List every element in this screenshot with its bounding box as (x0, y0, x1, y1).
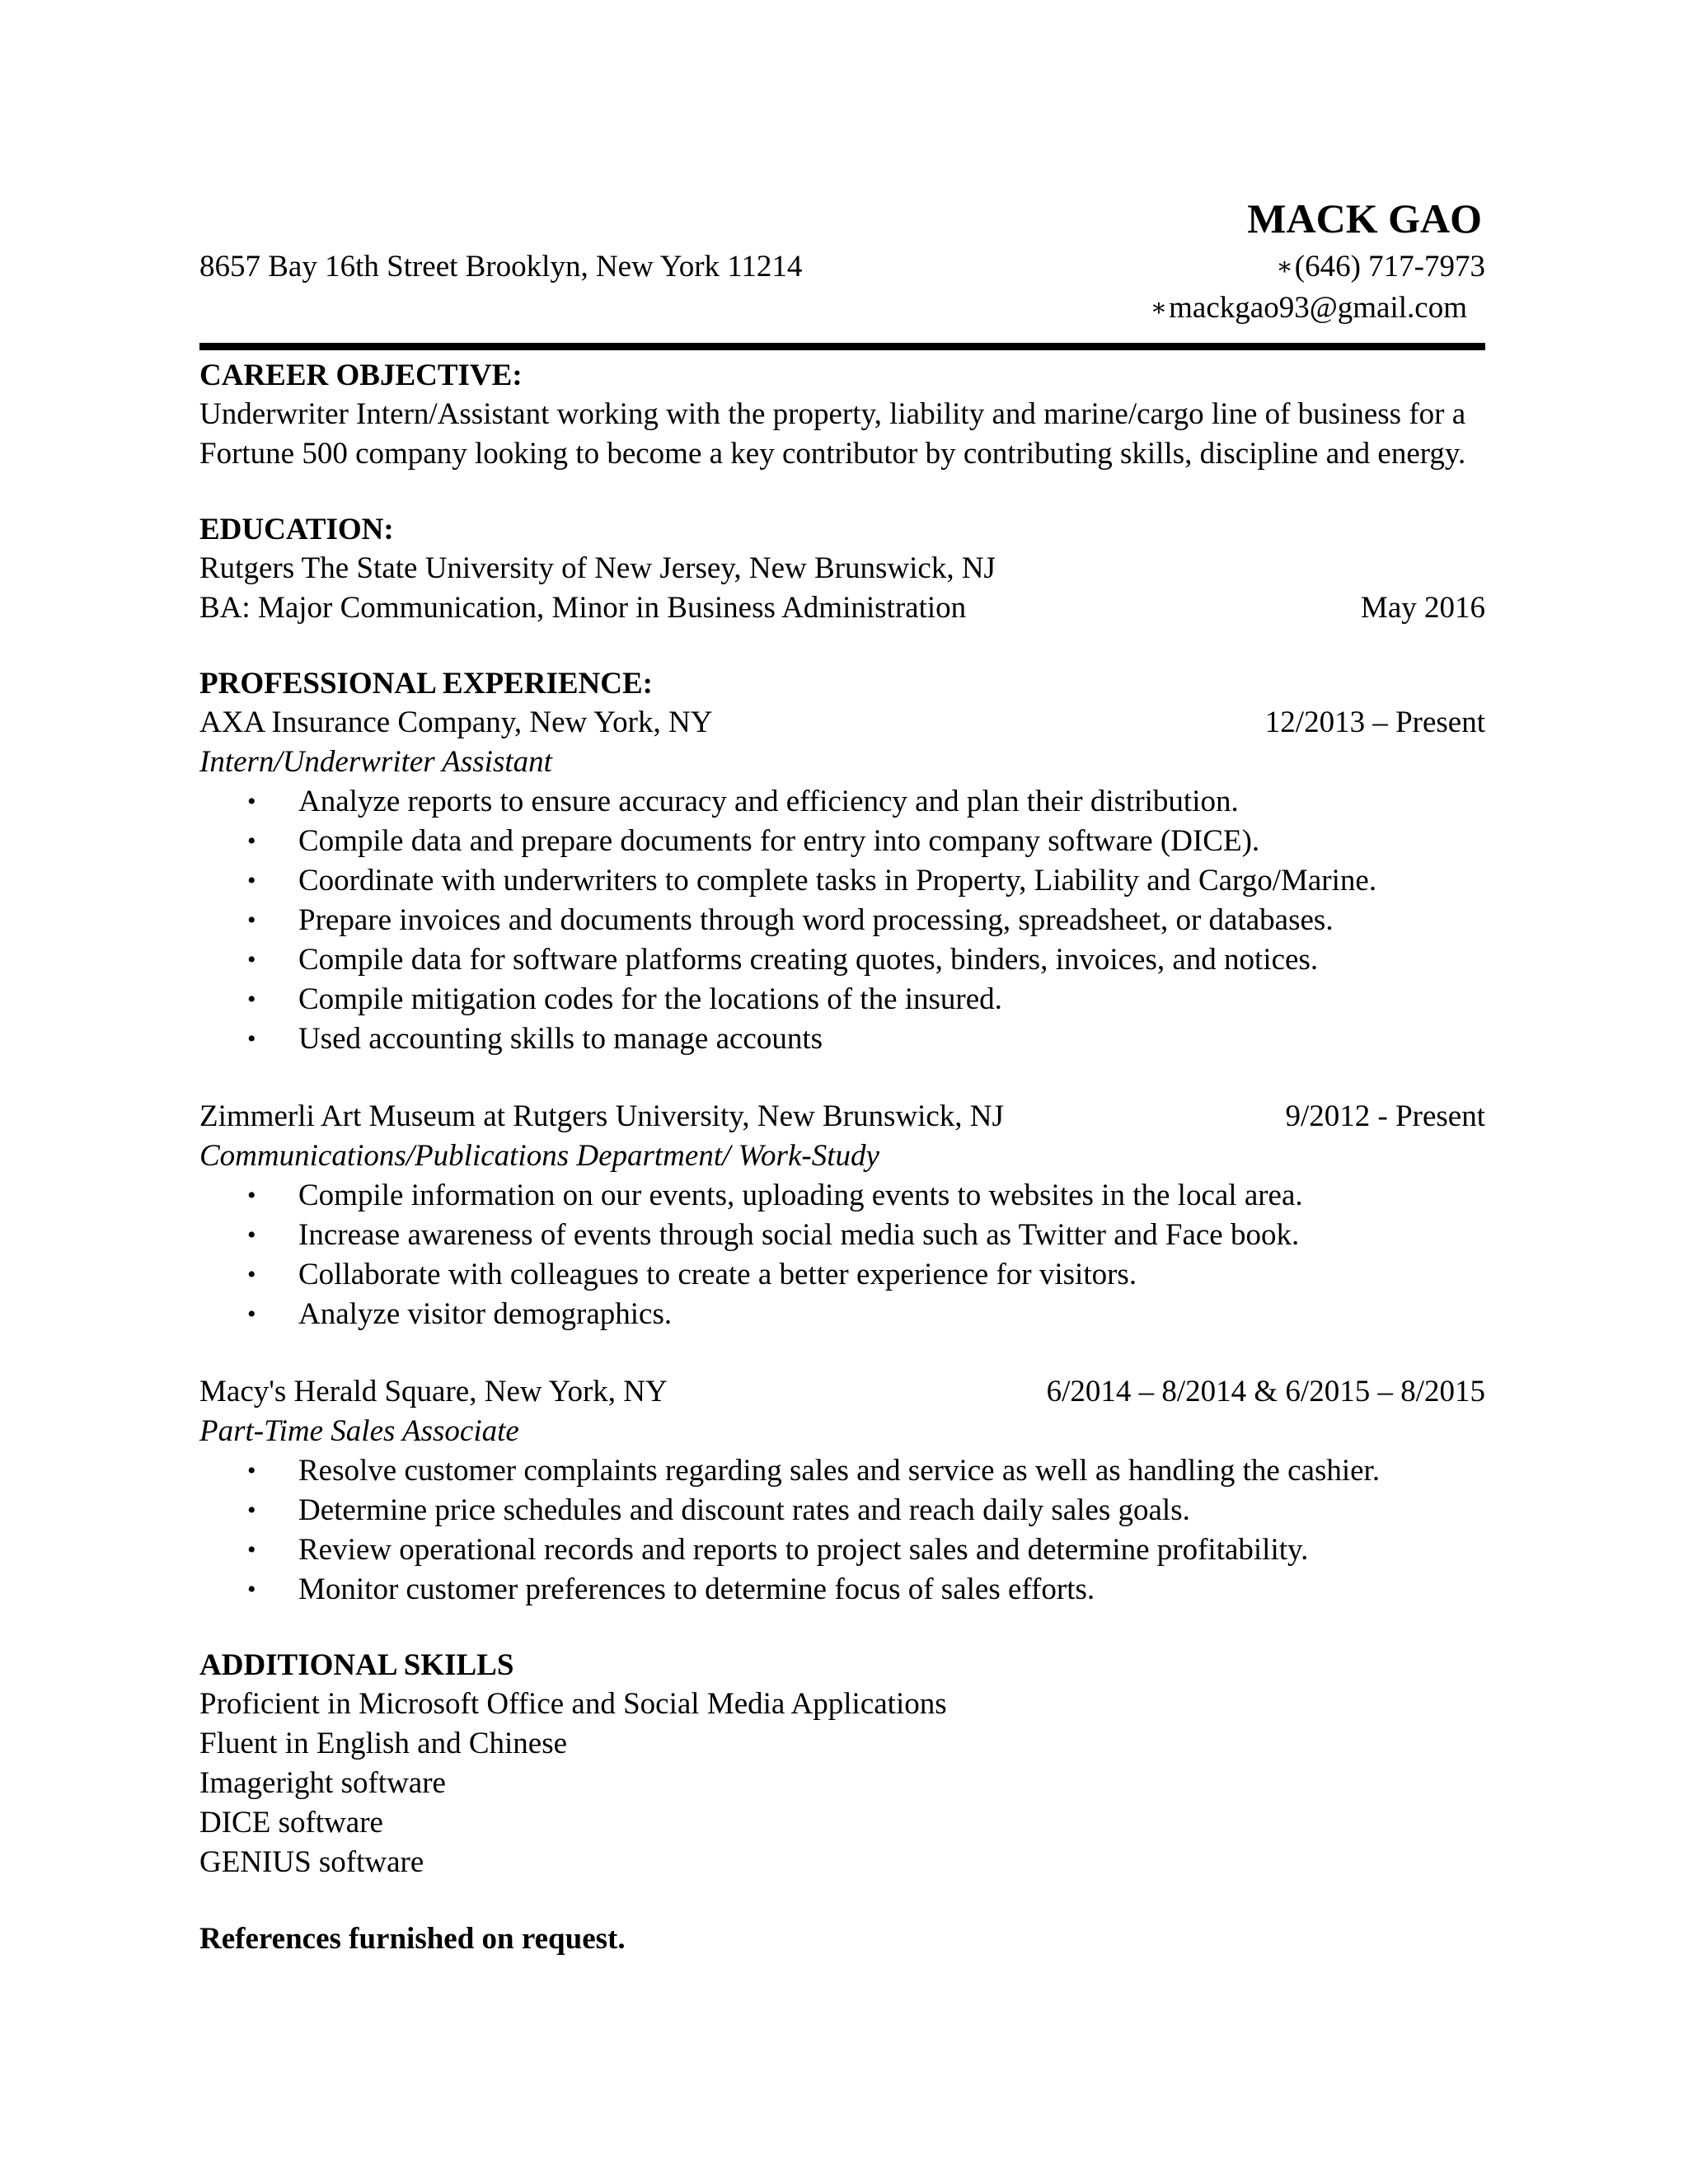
duty-text: Coordinate with underwriters to complete tasks in Property, Liability and Cargo/Marine. (298, 864, 1377, 898)
section-heading: EDUCATION: (199, 513, 394, 546)
duty-text: Used accounting skills to manage accounts (298, 1022, 823, 1056)
experience-section (199, 665, 1485, 1610)
phone-line (1276, 247, 1485, 288)
duty-list (199, 1176, 1485, 1334)
education-section (199, 511, 1485, 628)
duty-item (199, 1530, 1485, 1570)
job-header (199, 1097, 1485, 1137)
employer: Macy's Herald Square, New York, NY (199, 1375, 668, 1408)
job-entry (199, 1097, 1485, 1334)
duty-list (199, 1451, 1485, 1610)
duty-item (199, 1216, 1485, 1255)
duty-text: Monitor customer preferences to determine focus of sales efforts. (298, 1572, 1095, 1606)
duty-text: Analyze visitor demographics. (298, 1297, 673, 1331)
references-note: References furnished on request. (199, 1922, 626, 1956)
bullet-icon: • (247, 1576, 256, 1603)
duty-item (199, 782, 1485, 822)
objective-text: Underwriter Intern/Assistant working with the property, liability and marine/cargo line of business for a Fortune 500 company looking to become a key contributor by contributing skills, discipline and energy. (199, 397, 1466, 471)
skills-section (199, 1647, 1485, 1882)
duty-text: Compile information on our events, uploading events to websites in the local area. (298, 1179, 1303, 1212)
duty-text: Increase awareness of events through social media such as Twitter and Face book. (298, 1218, 1300, 1252)
duty-text: Prepare invoices and documents through word processing, spreadsheet, or databases. (298, 903, 1334, 937)
job-dates: 9/2012 - Present (1285, 1099, 1485, 1133)
duty-item (199, 861, 1485, 901)
duty-text: Determine price schedules and discount rates and reach daily sales goals. (298, 1493, 1190, 1527)
bullet-icon: • (247, 986, 256, 1013)
skill-item: Proficient in Microsoft Office and Social Media Applications (199, 1687, 947, 1721)
contact-row (199, 247, 1485, 288)
bullet-icon: • (247, 1301, 256, 1328)
phone: (646) 717-7973 (1294, 250, 1485, 284)
bullet-icon: • (247, 1182, 256, 1209)
employer: AXA Insurance Company, New York, NY (199, 705, 713, 739)
duty-text: Analyze reports to ensure accuracy and efficiency and plan their distribution. (298, 785, 1239, 818)
email-line (199, 288, 1485, 330)
duty-text: Compile data and prepare documents for entry into company software (DICE). (298, 824, 1260, 858)
duty-text: Collaborate with colleagues to create a better experience for visitors. (298, 1258, 1137, 1291)
duty-item (199, 1255, 1485, 1295)
duty-item (199, 1491, 1485, 1530)
school: Rutgers The State University of New Jersey, New Brunswick, NJ (199, 551, 996, 585)
section-heading: PROFESSIONAL EXPERIENCE: (199, 667, 653, 701)
job-entry (199, 1372, 1485, 1610)
job-title: Intern/Underwriter Assistant (199, 745, 552, 779)
bullet-icon: • (247, 1497, 256, 1524)
email[interactable]: mackgao93@gmail.com (1169, 291, 1467, 325)
duty-item (199, 1570, 1485, 1610)
objective-section (199, 357, 1485, 474)
job-dates: 12/2013 – Present (1264, 705, 1485, 739)
duty-item (199, 1019, 1485, 1059)
skill-item: Imageright software (199, 1766, 446, 1800)
bullet-icon: • (247, 1221, 256, 1249)
bullet-icon: • (247, 1457, 256, 1484)
duty-item (199, 1451, 1485, 1491)
duty-item (199, 1176, 1485, 1216)
skill-item: GENIUS software (199, 1845, 424, 1879)
duty-item (199, 940, 1485, 980)
job-entry (199, 703, 1485, 1059)
asterisk-icon: ∗ (1276, 253, 1293, 280)
bullet-icon: • (247, 1261, 256, 1288)
bullet-icon: • (247, 867, 256, 894)
bullet-icon: • (247, 907, 256, 934)
duty-text: Compile mitigation codes for the locations of the insured. (298, 982, 1002, 1016)
duty-item (199, 980, 1485, 1019)
duty-text: Resolve customer complaints regarding sales and service as well as handling the cashier. (298, 1454, 1381, 1488)
asterisk-icon: ∗ (1150, 294, 1168, 321)
bullet-icon: • (247, 788, 256, 815)
employer: Zimmerli Art Museum at Rutgers University, New Brunswick, NJ (199, 1099, 1004, 1133)
resume-page (199, 190, 1485, 1959)
duty-item (199, 901, 1485, 940)
degree: BA: Major Communication, Minor in Business Administration (199, 591, 967, 625)
candidate-name: MACK GAO (1247, 195, 1482, 241)
header-divider (199, 343, 1485, 350)
job-dates: 6/2014 – 8/2014 & 6/2015 – 8/2015 (1046, 1375, 1485, 1408)
section-heading: ADDITIONAL SKILLS (199, 1648, 514, 1682)
duty-item (199, 822, 1485, 861)
duty-text: Compile data for software platforms creating quotes, binders, invoices, and notices. (298, 943, 1319, 977)
skill-item: DICE software (199, 1806, 383, 1840)
address: 8657 Bay 16th Street Brooklyn, New York 11214 (199, 250, 803, 284)
skill-item: Fluent in English and Chinese (199, 1727, 568, 1760)
job-header (199, 1372, 1485, 1412)
bullet-icon: • (247, 1536, 256, 1563)
degree-row (199, 588, 1485, 628)
duty-text: Review operational records and reports to project sales and determine profitability. (298, 1533, 1309, 1567)
bullet-icon: • (247, 827, 256, 855)
duty-list (199, 782, 1485, 1059)
job-title: Communications/Publications Department/ Work-Study (199, 1139, 879, 1173)
job-header (199, 703, 1485, 743)
section-heading: CAREER OBJECTIVE: (199, 359, 523, 392)
bullet-icon: • (247, 946, 256, 973)
job-title: Part-Time Sales Associate (199, 1414, 519, 1448)
bullet-icon: • (247, 1025, 256, 1052)
graduation-date: May 2016 (1360, 591, 1485, 625)
duty-item (199, 1295, 1485, 1334)
